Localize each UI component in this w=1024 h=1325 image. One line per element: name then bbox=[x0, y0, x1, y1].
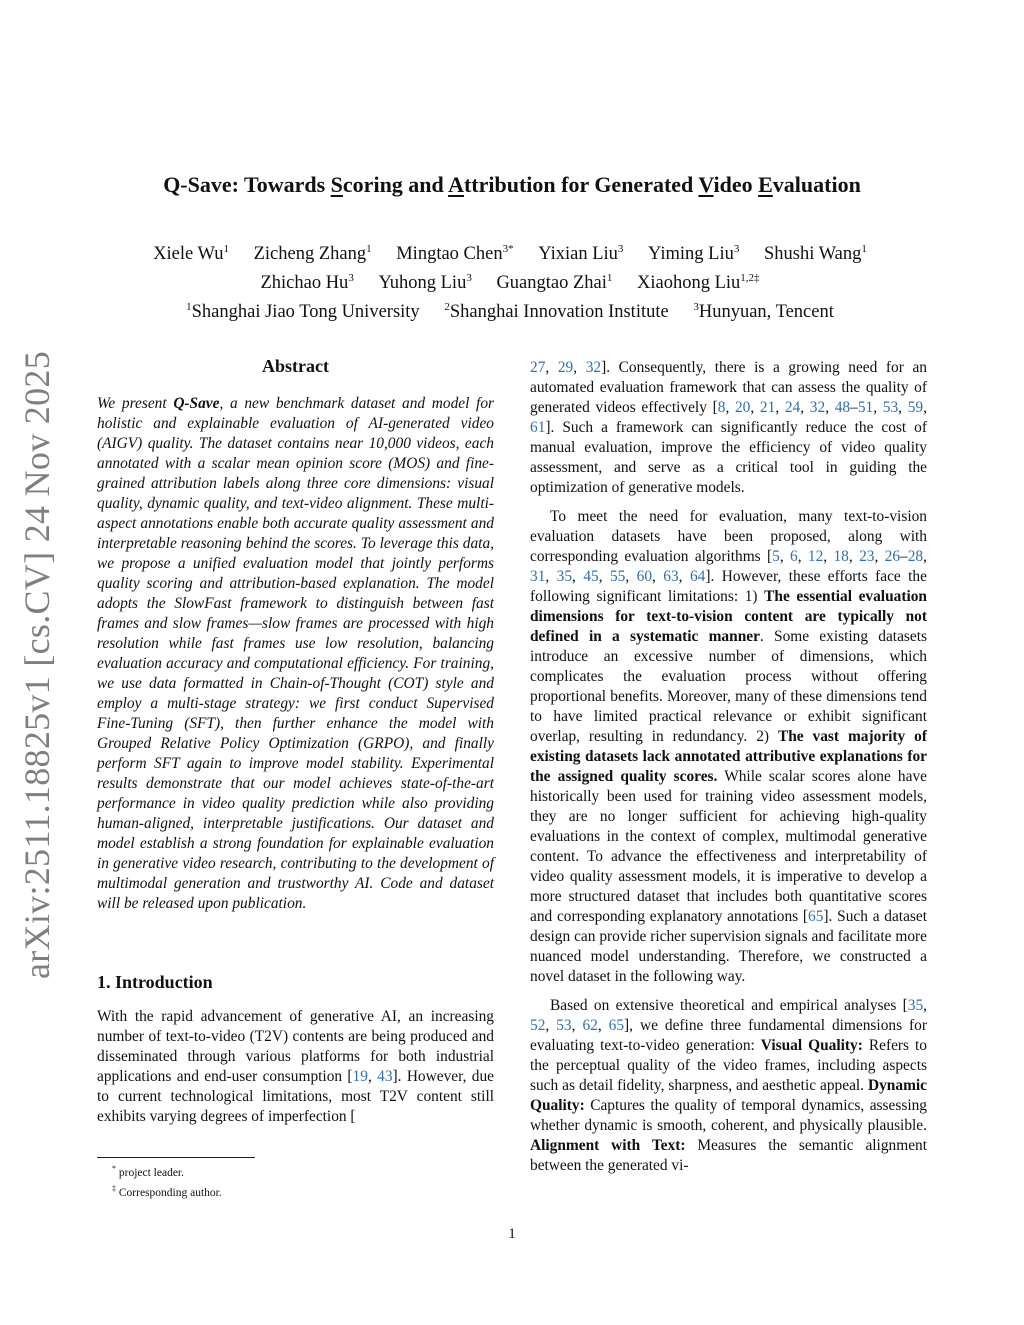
author: Zhichao Hu$^3$ bbox=[260, 272, 354, 294]
model-name-bold: Q-Save bbox=[173, 395, 220, 412]
title-part: Q-Save: Towards bbox=[163, 172, 331, 197]
author: Yixian Liu$^3$ bbox=[538, 243, 624, 265]
citation-link[interactable]: 55 bbox=[609, 568, 626, 585]
citation-link[interactable]: 5 bbox=[772, 548, 780, 565]
arxiv-stamp-text: arXiv:2511.18825v1 [cs.CV] 24 Nov 2025 bbox=[17, 350, 57, 980]
title-underlined-letter: S bbox=[330, 172, 343, 197]
introduction-heading: 1. Introduction bbox=[97, 972, 213, 992]
footnote: * project leader. bbox=[112, 1164, 185, 1179]
right-column bbox=[530, 358, 927, 1176]
limitation-1-bold: The essential evaluation dimensions for text-to-vision content are typically not defined in a systematic manner bbox=[530, 588, 927, 645]
citation-link[interactable]: 65 bbox=[808, 908, 824, 925]
citation-link[interactable]: 61 bbox=[530, 419, 546, 436]
citation-link[interactable]: 8 bbox=[717, 399, 726, 416]
citation-link[interactable]: 29 bbox=[557, 359, 574, 376]
dimension-visual-quality: Visual Quality: bbox=[760, 1037, 863, 1054]
author: Yiming Liu$^3$ bbox=[648, 243, 740, 265]
footnote-divider bbox=[97, 1157, 255, 1158]
citation-link[interactable]: 60 bbox=[636, 568, 653, 585]
abstract-text: We present Q-Save, a new benchmark dataset and model for holistic and explainable evaluation of AI-generated video (AIGV) quality. The dataset contains near 10,000 videos, each annotated with a scalar mean opinion score (MOS) and fine-grained attribution labels along three core dimensions: visual quality, dynamic quality, and text-video alignment. These multi-aspect annotations enable both accurate quality assessment and interpretable reasoning behind the scores. To leverage this data, we propose a unified evaluation model that jointly performs quality scoring and attribution-based explanation. The model adopts the SlowFast framework to distinguish between fast frames and slow frames—slow frames are processed with high resolution while fast frames use low resolution, balancing evaluation accuracy and computational efficiency. For training, we use data formatted in Chain-of-Thought (COT) style and employ a multi-stage strategy: we first conduct Supervised Fine-Tuning (SFT), then further enhance the model with Grouped Relative Policy Optimization (GRPO), and finally perform SFT again to improve model stability. Experimental results demonstrate that our model achieves state-of-the-art performance in video quality prediction while also providing human-aligned, interpretable justifications. Our dataset and model establish a strong foundation for explainable evaluation in generative video research, contributing to the development of multimodal generation and trustworthy AI. Code and dataset will be released upon publication. bbox=[97, 395, 494, 912]
limitation-2-bold: The vast majority of existing datasets lack annotated attributive explanations for the assigned quality scores. bbox=[530, 728, 927, 785]
title-part: coring and bbox=[342, 172, 449, 197]
affiliation: $^1$Shanghai Jiao Tong University bbox=[186, 301, 420, 323]
intro-paragraph-1: With the rapid advancement of generative AI, an increasing number of text-to-video (T2V) contents are being produced and disseminated through various platforms for both industrial applications and end-user consumption [19, 43]. However, due to current technological limitations, most T2V content still exhibits varying degrees of imperfection [ bbox=[97, 1008, 495, 1125]
paper-title bbox=[0, 172, 1024, 198]
abstract-heading: Abstract bbox=[262, 356, 329, 376]
citation-link[interactable]: 35 bbox=[556, 568, 573, 585]
citation-link[interactable]: 21 bbox=[759, 399, 776, 416]
author-line-2 bbox=[110, 266, 910, 295]
author: Xiaohong Liu$^{1,2\ddagger}$ bbox=[637, 272, 760, 294]
author-line-1 bbox=[110, 237, 910, 266]
affiliation: $^3$Hunyuan, Tencent bbox=[693, 301, 834, 323]
dimension-dynamic-quality: Dynamic Quality: bbox=[530, 1077, 927, 1114]
citation-link[interactable]: 23 bbox=[859, 548, 875, 565]
citation-link[interactable]: 59 bbox=[907, 399, 924, 416]
dimension-text-alignment: Alignment with Text: bbox=[530, 1137, 686, 1154]
citation-link[interactable]: 18 bbox=[833, 548, 849, 565]
intro-paragraph-3: Based on extensive theoretical and empirical analyses [35, 52, 53, 62, 65], we define three fundamental dimensions for evaluating text-to-video generation: Visual Quality: Refers to the perceptual quality of the video frames, including aspects such as detail fidelity, sharpness, and aesthetic appeal. Dynamic Quality: Captures the quality of temporal dynamics, assessing whether dynamic is smooth, coherent, and physically plausible. Alignment with Text: Measures the semantic alignment between the generated vi- bbox=[530, 997, 927, 1174]
citation-link[interactable]: 32 bbox=[809, 399, 826, 416]
author: Guangtao Zhai$^1$ bbox=[496, 272, 613, 294]
author: Shushi Wang$^1$ bbox=[763, 243, 867, 265]
citation-link[interactable]: 48 bbox=[834, 399, 851, 416]
citation-link[interactable]: 12 bbox=[807, 548, 824, 565]
citation-link[interactable]: 52 bbox=[530, 1017, 546, 1034]
intro-paragraph-2: To meet the need for evaluation, many text-to-vision evaluation datasets have been proposed, along with corresponding evaluation algorithms [5, 6, 12, 18, 23, 26–28, 31, 35, 45, 55, 60, 63, 64]. However, these efforts face the following significant limitations: 1) The essential evaluation dimensions for text-to-vision content are typically not defined in a systematic manner. Some existing datasets introduce an excessive number of dimensions, which complicates the evaluation process without offering proportional benefits. Moreover, many of these dimensions tend to have limited practical relevance or exhibit significant overlap, resulting in redundancy. 2) The vast majority of existing datasets lack annotated attributive explanations for the assigned quality scores. While scalar scores alone have historically been used for training video assessment models, they are no longer sufficient for achieving high-quality evaluations in the context of complex, multimodal generative content. To advance the effectiveness and interpretability of video quality assessment models, it is imperative to develop a more structured dataset that includes both quantitative scores and corresponding explanatory annotations [65]. Such a dataset design can provide richer supervision signals and facilitate more nuanced model understanding. Therefore, we constructed a novel dataset in the following way. bbox=[530, 508, 928, 985]
author-block bbox=[110, 237, 910, 324]
author: Zicheng Zhang$^1$ bbox=[253, 243, 372, 265]
citation-link[interactable]: 43 bbox=[377, 1068, 393, 1085]
affiliation: $^2$Shanghai Innovation Institute bbox=[444, 301, 669, 323]
title-part: ttribution for Generated bbox=[463, 172, 699, 197]
page-number: 1 bbox=[508, 1226, 516, 1242]
arxiv-identifier-stamp bbox=[12, 350, 62, 980]
citation-link[interactable]: 53 bbox=[556, 1017, 572, 1034]
citation-link[interactable]: 26 bbox=[884, 548, 901, 565]
citation-link[interactable]: 45 bbox=[583, 568, 599, 585]
citation-link[interactable]: 19 bbox=[352, 1068, 368, 1085]
footnotes bbox=[112, 1161, 222, 1201]
citation-link[interactable]: 24 bbox=[784, 399, 801, 416]
citation-link[interactable]: 6 bbox=[790, 548, 798, 565]
title-underlined-letter: E bbox=[758, 172, 773, 197]
title-part: ideo bbox=[713, 172, 759, 197]
citation-link[interactable]: 63 bbox=[663, 568, 679, 585]
title-underlined-letter: V bbox=[698, 172, 714, 197]
citation-link[interactable]: 32 bbox=[585, 359, 602, 376]
citation-link[interactable]: 28 bbox=[907, 548, 924, 565]
citation-link[interactable]: 64 bbox=[689, 568, 706, 585]
citation-link[interactable]: 31 bbox=[530, 568, 546, 585]
author: Xiele Wu$^1$ bbox=[153, 243, 229, 265]
citation-link[interactable]: 62 bbox=[582, 1017, 598, 1034]
citation-link[interactable]: 35 bbox=[907, 997, 924, 1014]
left-column bbox=[97, 356, 494, 1127]
citation-link[interactable]: 27 bbox=[530, 359, 546, 376]
footnote: ‡ Corresponding author. bbox=[112, 1183, 222, 1199]
author: Yuhong Liu$^3$ bbox=[378, 272, 472, 294]
title-part: valuation bbox=[772, 172, 861, 197]
citation-link[interactable]: 51 bbox=[857, 399, 874, 416]
affiliations-line bbox=[110, 295, 910, 324]
author: Mingtao Chen$^{3*}$ bbox=[396, 243, 514, 265]
intro-paragraph-1-continued: 27, 29, 32]. Consequently, there is a growing need for an automated evaluation framework that can assess the quality of generated videos effectively [8, 20, 21, 24, 32, 48–51, 53, 59, 61]. Such a framework can significantly reduce the cost of manual evaluation, improve the efficiency of video quality assessment, and serve as a critical tool in guiding the optimization of generative models. bbox=[530, 359, 927, 496]
citation-link[interactable]: 20 bbox=[734, 399, 751, 416]
title-underlined-letter: A bbox=[448, 172, 464, 197]
citation-link[interactable]: 65 bbox=[608, 1017, 625, 1034]
citation-link[interactable]: 53 bbox=[882, 399, 899, 416]
